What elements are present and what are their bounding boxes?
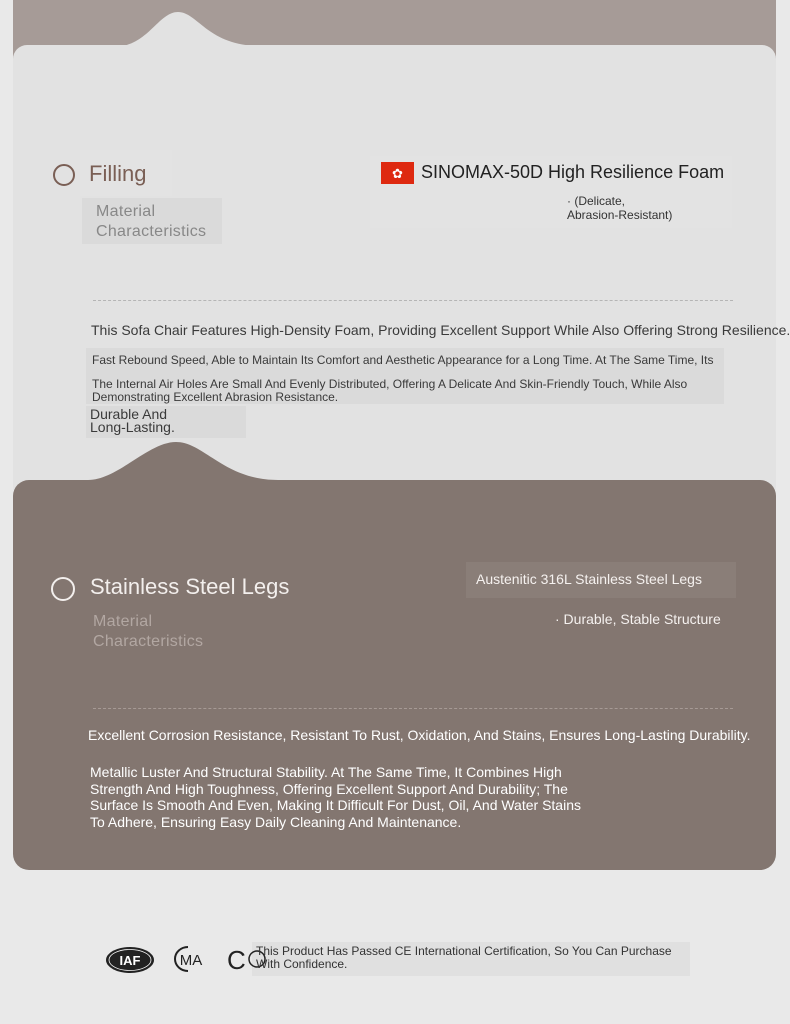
certification-text bbox=[256, 945, 672, 971]
legs-title: Stainless Steel Legs bbox=[90, 574, 290, 599]
certification-text-line2: With Confidence. bbox=[256, 957, 348, 971]
svg-text:C: C bbox=[227, 945, 246, 974]
filling-bullet-icon bbox=[53, 164, 75, 186]
filling-paragraph2 bbox=[92, 378, 687, 404]
filling-divider bbox=[93, 300, 733, 301]
legs-paragraph-line3: Surface Is Smooth And Even, Making It Difficult For Dust, Oil, And Water Stains bbox=[90, 797, 581, 813]
filling-subtitle bbox=[96, 202, 206, 242]
legs-divider bbox=[93, 708, 733, 709]
filling-title: Filling bbox=[89, 161, 147, 186]
filling-feature bbox=[567, 194, 672, 222]
filling-paragraph2-line1: The Internal Air Holes Are Small And Evenly Distributed, Offering A Delicate And Skin-Friendly Touch, While Also bbox=[92, 377, 688, 391]
cma-logo-icon bbox=[164, 944, 216, 974]
filling-closing bbox=[90, 408, 175, 434]
legs-bullet-icon bbox=[51, 577, 75, 601]
legs-subtitle-line2: Characteristics bbox=[93, 633, 204, 650]
certification-text-line1: This Product Has Passed CE International Certification, So You Can Purchase bbox=[256, 944, 672, 958]
legs-subtitle-line1: Material bbox=[93, 613, 153, 630]
filling-feature-line2: Abrasion-Resistant) bbox=[567, 208, 673, 222]
filling-paragraph1: Fast Rebound Speed, Able to Maintain Its Comfort and Aesthetic Appearance for a Long Time. At The Same Time, Its bbox=[92, 353, 714, 367]
svg-text:MA: MA bbox=[179, 952, 203, 969]
filling-subtitle-line2: Characteristics bbox=[96, 223, 207, 240]
filling-card-bump bbox=[113, 10, 263, 50]
legs-feature: · Durable, Stable Structure bbox=[555, 611, 721, 627]
legs-paragraph-line4: To Adhere, Ensuring Easy Daily Cleaning And Maintenance. bbox=[90, 813, 462, 830]
svg-text:IAF: IAF bbox=[119, 953, 141, 968]
legs-card-bump bbox=[88, 440, 278, 484]
legs-paragraph bbox=[90, 764, 581, 830]
iaf-logo-icon bbox=[104, 944, 158, 976]
legs-headline: Excellent Corrosion Resistance, Resistant To Rust, Oxidation, And Stains, Ensures Long-Lasting Durability. bbox=[88, 727, 751, 743]
legs-paragraph-line2: Strength And High Toughness, Offering Excellent Support And Durability; The bbox=[90, 780, 568, 797]
filling-closing-line2: Long-Lasting. bbox=[90, 419, 175, 435]
filling-paragraph2-line2: Demonstrating Excellent Abrasion Resistance. bbox=[92, 390, 339, 404]
legs-subtitle bbox=[93, 612, 203, 652]
filling-headline: This Sofa Chair Features High-Density Foam, Providing Excellent Support While Also Offering Strong Resilience. bbox=[91, 322, 790, 338]
filling-closing-line1: Durable And bbox=[90, 406, 168, 422]
hong-kong-flag-icon: ✿ bbox=[381, 162, 414, 184]
legs-paragraph-line1: Metallic Luster And Structural Stability. At The Same Time, It Combines High bbox=[90, 764, 562, 780]
filling-product: SINOMAX-50D High Resilience Foam bbox=[421, 162, 725, 182]
filling-subtitle-line1: Material bbox=[96, 203, 156, 220]
legs-product: Austenitic 316L Stainless Steel Legs bbox=[476, 571, 702, 587]
filling-feature-line1: · (Delicate, bbox=[567, 194, 626, 208]
